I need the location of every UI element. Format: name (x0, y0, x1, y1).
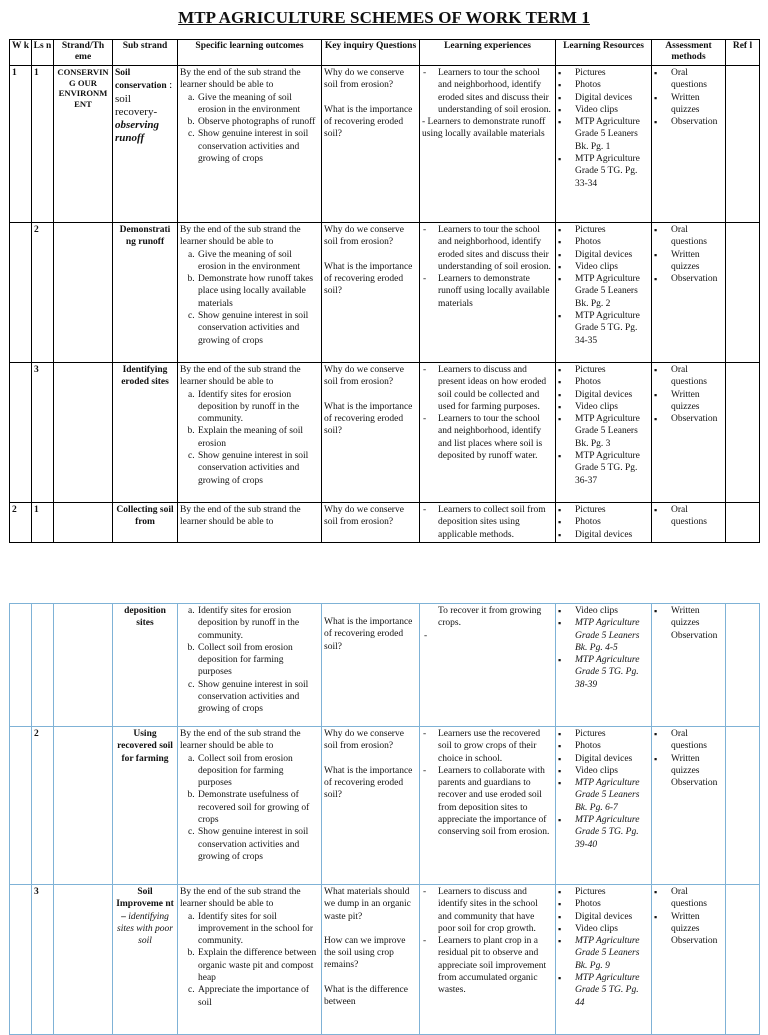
outcome-item: c. Show genuine interest in soil conservation activities and growing of crops (197, 826, 319, 863)
lesson-cell: 2 (32, 223, 54, 363)
outcome-item: a. Collect soil from erosion deposition for farming purposes (197, 753, 319, 790)
sub-strand-cell (113, 223, 178, 363)
lesson-cell: 1 (32, 503, 54, 543)
header-outcomes: Specific learning outcomes (178, 40, 322, 66)
week-cell (10, 727, 32, 885)
resources-cell (556, 604, 652, 727)
experience-item: - Learners to discuss and identify sites in the school and community that have poor soil for crop growth. (438, 886, 553, 935)
outcome-item: a. Identify sites for erosion deposition by runoff in the community. (197, 389, 319, 426)
question-item: Why do we conserve soil from erosion? (324, 505, 404, 528)
sub-strand-note: identifying sites with poor soil (117, 911, 173, 947)
outcomes-intro: By the end of the sub strand the learner should be able to (180, 225, 301, 248)
question-item: What is the importance of recovering eroded soil? (324, 765, 413, 801)
table-row (10, 503, 760, 543)
scheme-table-part-2 (9, 603, 760, 1035)
resource-item: ▪ Photos (575, 740, 649, 752)
table-header-row (10, 40, 760, 66)
assessment-cell (652, 223, 726, 363)
outcome-item: b. Observe photographs of runoff (197, 116, 319, 128)
resource-item: ▪ Photos (575, 376, 649, 388)
assessment-cell (652, 885, 726, 1035)
scheme-table-part-1 (9, 39, 760, 543)
header-lesson: Ls n (32, 40, 54, 66)
assessment-item: ▪ Oral questions (671, 224, 723, 249)
resource-item: ▪ Photos (575, 898, 649, 910)
experience-dash: - (424, 630, 428, 641)
header-questions: Key inquiry Questions (322, 40, 420, 66)
resource-item: ▪ Digital devices (575, 529, 649, 541)
resource-item: ▪ MTP Agriculture Grade 5 TG. Pg. 44 (575, 972, 649, 1009)
strand-cell (54, 223, 113, 363)
resource-item: ▪ Digital devices (575, 249, 649, 261)
question-item: Why do we conserve soil from erosion? (324, 365, 404, 388)
resource-item: ▪ Pictures (575, 224, 649, 236)
resource-item: ▪ MTP Agriculture Grade 5 Leaners Bk. Pg. 4-5 (575, 617, 649, 654)
assessment-item: ▪ Oral questions (671, 504, 723, 529)
outcomes-cell (178, 885, 322, 1035)
question-item: Why do we conserve soil from erosion? (324, 68, 404, 91)
header-resources: Learning Resources (556, 40, 652, 66)
resources-cell (556, 503, 652, 543)
experience-item: To recover it from growing crops. (438, 606, 542, 629)
resource-item: ▪ Video clips (575, 104, 649, 116)
reflection-cell (726, 727, 760, 885)
resource-item: ▪ Digital devices (575, 389, 649, 401)
resource-item: ▪ Pictures (575, 728, 649, 740)
outcomes-cell (178, 363, 322, 503)
header-assessment: Assessment methods (652, 40, 726, 66)
experiences-cell (420, 223, 556, 363)
sub-strand-title: Collecting soil from (116, 505, 174, 528)
outcomes-cell (178, 604, 322, 727)
sub-strand-plain: : soil recovery- (115, 79, 173, 118)
strand-cell (54, 604, 113, 727)
lesson-cell: 3 (32, 885, 54, 1035)
questions-cell (322, 66, 420, 223)
sub-strand-title: deposition sites (124, 606, 166, 629)
sub-strand-title: Demonstrati ng runoff (119, 225, 171, 248)
experience-item: - Learners to tour the school and neighborhood, identify eroded sites and discuss their understanding of soil erosion. (438, 67, 553, 116)
sub-strand-title: Soil Improveme nt – (116, 887, 174, 922)
experiences-cell (420, 66, 556, 223)
outcome-item: c. Show genuine interest in soil conservation activities and growing of crops (197, 128, 319, 165)
table-row (10, 885, 760, 1035)
assessment-cell (652, 363, 726, 503)
experience-item: - Learners to demonstrate runoff using locally available materials (422, 117, 546, 140)
resources-cell (556, 66, 652, 223)
header-strand: Strand/Th eme (54, 40, 113, 66)
questions-cell (322, 363, 420, 503)
resource-item: ▪ Pictures (575, 504, 649, 516)
table-row (10, 223, 760, 363)
reflection-cell (726, 66, 760, 223)
lesson-cell (32, 604, 54, 727)
assessment-item: Observation (671, 630, 718, 641)
assessment-item: ▪ Written quizzes (671, 389, 723, 414)
resource-item: ▪ Video clips (575, 261, 649, 273)
experiences-cell (420, 885, 556, 1035)
outcome-item: a. Give the meaning of soil erosion in the environment (197, 249, 319, 274)
sub-strand-cell (113, 604, 178, 727)
strand-cell (54, 363, 113, 503)
question-item: What is the importance of recovering eroded soil? (324, 617, 413, 652)
resource-item: ▪ Video clips (575, 605, 649, 617)
outcomes-intro: By the end of the sub strand the learner should be able to (180, 365, 301, 388)
week-cell (10, 223, 32, 363)
questions-cell (322, 223, 420, 363)
assessment-item: ▪ Observation (671, 273, 723, 285)
week-cell: 2 (10, 503, 32, 543)
week-cell (10, 604, 32, 727)
resource-item: ▪ MTP Agriculture Grade 5 TG. Pg. 36-37 (575, 450, 649, 487)
resource-item: ▪ Digital devices (575, 92, 649, 104)
week-cell (10, 885, 32, 1035)
strand-cell (54, 503, 113, 543)
question-item: How can we improve the soil using crop remains? (324, 935, 406, 971)
reflection-cell (726, 885, 760, 1035)
experience-item: - Learners to discuss and present ideas on how eroded soil could be collected and used for farming purposes. (438, 364, 553, 413)
assessment-item: ▪ Written quizzes (671, 753, 723, 778)
resource-item: ▪ MTP Agriculture Grade 5 TG. Pg. 39-40 (575, 814, 649, 851)
strand-cell (54, 885, 113, 1035)
question-item: Why do we conserve soil from erosion? (324, 225, 404, 248)
outcome-item: b. Collect soil from erosion deposition for farming purposes (197, 642, 319, 679)
experiences-cell (420, 363, 556, 503)
resource-item: ▪ Video clips (575, 923, 649, 935)
resource-item: ▪ Pictures (575, 67, 649, 79)
resource-item: ▪ Pictures (575, 364, 649, 376)
outcome-item: b. Demonstrate how runoff takes place using locally available materials (197, 273, 319, 310)
sub-strand-title: Identifying eroded sites (121, 365, 169, 388)
table-row (10, 66, 760, 223)
experience-item: - Learners to collect soil from deposition sites using applicable methods. (438, 504, 553, 541)
table-row (10, 727, 760, 885)
experience-item: - Learners to tour the school and neighborhood, identify and list places where soil is deposited by runoff water. (438, 413, 553, 462)
lesson-cell: 1 (32, 66, 54, 223)
outcome-item: b. Demonstrate usefulness of recovered soil for growing of crops (197, 789, 319, 826)
assessment-item: ▪ Written quizzes (671, 605, 723, 630)
experience-item: - Learners to demonstrate runoff using locally available materials (438, 273, 553, 310)
sub-strand-cell (113, 503, 178, 543)
experience-item: - Learners to collaborate with parents and guardians to recover and use eroded soil from deposition sites to appreciate the importance of conserving soil from erosion. (438, 765, 553, 839)
week-cell: 1 (10, 66, 32, 223)
assessment-item: ▪ Observation (671, 413, 723, 425)
resource-item: ▪ Photos (575, 79, 649, 91)
experiences-cell (420, 727, 556, 885)
table-row (10, 604, 760, 727)
assessment-cell (652, 66, 726, 223)
outcome-item: b. Explain the difference between organic waste pit and compost heap (197, 947, 319, 984)
strand-cell: CONSERVIN G OUR ENVIRONM ENT (54, 66, 113, 223)
resources-cell (556, 885, 652, 1035)
questions-cell (322, 604, 420, 727)
outcome-item: a. Identify sites for soil improvement in the school for community. (197, 911, 319, 948)
experience-item: - Learners to tour the school and neighborhood, identify eroded sites and discuss their understanding of soil erosion. (438, 224, 553, 273)
sub-strand-cell (113, 885, 178, 1035)
resource-item: ▪ MTP Agriculture Grade 5 Leaners Bk. Pg. 9 (575, 935, 649, 972)
question-item: Why do we conserve soil from erosion? (324, 729, 404, 752)
questions-cell (322, 885, 420, 1035)
resource-item: ▪ Video clips (575, 401, 649, 413)
outcomes-cell (178, 66, 322, 223)
resource-item: ▪ MTP Agriculture Grade 5 TG. Pg. 38-39 (575, 654, 649, 691)
outcomes-intro: By the end of the sub strand the learner should be able to (180, 887, 301, 910)
assessment-cell (652, 604, 726, 727)
resource-item: ▪ Photos (575, 236, 649, 248)
sub-strand-title: Soil conservation (115, 68, 167, 92)
table-row (10, 363, 760, 503)
question-item: What is the importance of recovering eroded soil? (324, 401, 413, 437)
resource-item: ▪ MTP Agriculture Grade 5 Leaners Bk. Pg. 1 (575, 116, 649, 153)
resource-item: ▪ MTP Agriculture Grade 5 TG. Pg. 34-35 (575, 310, 649, 347)
resources-cell (556, 223, 652, 363)
resource-item: ▪ MTP Agriculture Grade 5 TG. Pg. 33-34 (575, 153, 649, 190)
outcome-item: c. Show genuine interest in soil conservation activities and growing of crops (197, 310, 319, 347)
outcome-item: c. Show genuine interest in soil conservation activities and growing of crops (197, 450, 319, 487)
experience-item: - Learners use the recovered soil to grow crops of their choice in school. (438, 728, 553, 765)
experiences-cell (420, 503, 556, 543)
sub-strand-cell (113, 727, 178, 885)
assessment-item: ▪ Oral questions (671, 364, 723, 389)
outcomes-intro: By the end of the sub strand the learner should be able to (180, 505, 301, 528)
resources-cell (556, 363, 652, 503)
questions-cell (322, 503, 420, 543)
lesson-cell: 2 (32, 727, 54, 885)
resources-cell (556, 727, 652, 885)
resource-item: ▪ MTP Agriculture Grade 5 Leaners Bk. Pg. 6-7 (575, 777, 649, 814)
experience-item: - Learners to plant crop in a residual pit to observe and appreciate soil improvement from accumulated organic wastes. (438, 935, 553, 996)
sub-strand-cell (113, 363, 178, 503)
outcomes-cell (178, 223, 322, 363)
resource-item: ▪ Digital devices (575, 911, 649, 923)
week-cell (10, 363, 32, 503)
question-item: What is the importance of recovering eroded soil? (324, 104, 413, 140)
assessment-item: ▪ Observation (671, 116, 723, 128)
resource-item: ▪ Photos (575, 516, 649, 528)
question-item: What is the difference between (324, 984, 408, 1008)
resource-item: ▪ MTP Agriculture Grade 5 Leaners Bk. Pg. 2 (575, 273, 649, 310)
sub-strand-note: observing runoff (115, 119, 159, 145)
reflection-cell (726, 363, 760, 503)
assessment-cell (652, 503, 726, 543)
header-reflection: Ref l (726, 40, 760, 66)
outcomes-intro: By the end of the sub strand the learner should be able to (180, 68, 301, 91)
outcomes-cell (178, 727, 322, 885)
outcomes-cell (178, 503, 322, 543)
assessment-item: ▪ Oral questions (671, 886, 723, 911)
questions-cell (322, 727, 420, 885)
assessment-cell (652, 727, 726, 885)
assessment-item: ▪ Written quizzes (671, 911, 723, 936)
assessment-item: ▪ Oral questions (671, 67, 723, 92)
header-week: W k (10, 40, 32, 66)
resource-item: ▪ Video clips (575, 765, 649, 777)
outcome-item: a. Identify sites for erosion deposition by runoff in the community. (197, 605, 319, 642)
reflection-cell (726, 503, 760, 543)
header-experiences: Learning experiences (420, 40, 556, 66)
experiences-cell (420, 604, 556, 727)
outcome-item: a. Give the meaning of soil erosion in the environment (197, 92, 319, 117)
reflection-cell (726, 604, 760, 727)
strand-cell (54, 727, 113, 885)
sub-strand-cell (113, 66, 178, 223)
header-sub-strand: Sub strand (113, 40, 178, 66)
question-item: What is the importance of recovering eroded soil? (324, 261, 413, 297)
page-title: MTP AGRICULTURE SCHEMES OF WORK TERM 1 (178, 8, 590, 27)
reflection-cell (726, 223, 760, 363)
lesson-cell: 3 (32, 363, 54, 503)
sub-strand-title: Using recovered soil for farming (117, 729, 173, 764)
assessment-item: ▪ Written quizzes (671, 249, 723, 274)
question-item: What materials should we dump in an organic waste pit? (324, 887, 411, 922)
resource-item: ▪ Pictures (575, 886, 649, 898)
outcome-item: c. Show genuine interest in soil conservation activities and growing of crops (197, 679, 319, 716)
assessment-item: ▪ Oral questions (671, 728, 723, 753)
outcomes-intro: By the end of the sub strand the learner should be able to (180, 729, 301, 752)
resource-item: ▪ Digital devices (575, 753, 649, 765)
outcome-item: b. Explain the meaning of soil erosion (197, 425, 319, 450)
resource-item: ▪ MTP Agriculture Grade 5 Leaners Bk. Pg. 3 (575, 413, 649, 450)
outcome-item: c. Appreciate the importance of soil (197, 984, 319, 1009)
assessment-item: Observation (671, 936, 718, 947)
assessment-item: Observation (671, 778, 718, 789)
assessment-item: ▪ Written quizzes (671, 92, 723, 117)
